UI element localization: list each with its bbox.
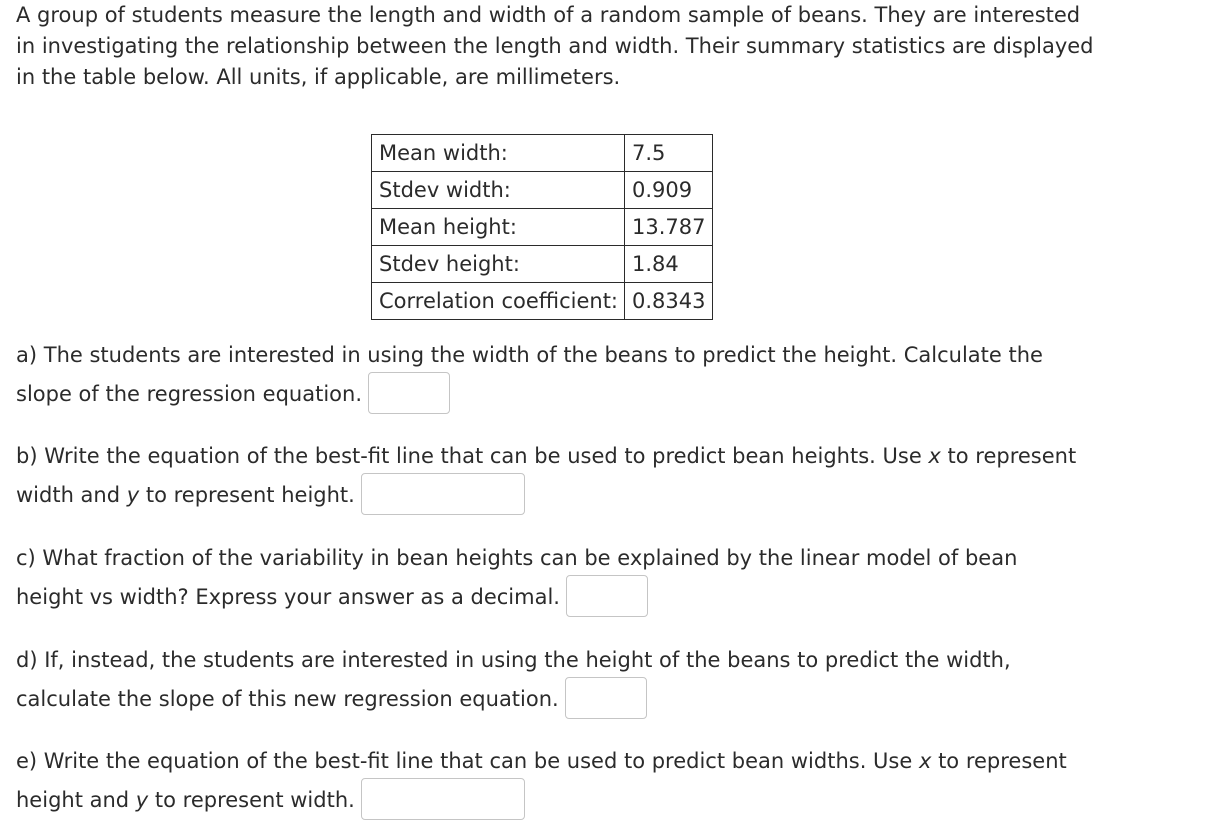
- table-row: [372, 209, 713, 246]
- stat-label: Mean width:: [372, 135, 625, 172]
- question-e: [16, 742, 1116, 822]
- question-c-line2: height vs width? Express your answer as a decimal.: [16, 585, 560, 609]
- problem-intro: A group of students measure the length and width of a random sample of beans. They are interested in investigating the relationship between the length and width. Their summary statistics are displayed in the table below. All units, if applicable, are millimeters.: [16, 3, 1094, 89]
- question-a: [16, 336, 1116, 416]
- question-d-line1: d) If, instead, the students are interested in using the height of the beans to predict the width,: [16, 648, 1011, 672]
- stat-value: 1.84: [625, 246, 712, 283]
- var-y: y: [135, 788, 149, 812]
- var-y: y: [126, 483, 140, 507]
- var-x: x: [928, 444, 941, 468]
- question-e-text: to represent width.: [148, 788, 355, 812]
- question-c-line1: c) What fraction of the variability in bean heights can be explained by the linear model of bean: [16, 546, 1018, 570]
- answer-b-input[interactable]: [361, 473, 525, 515]
- stat-label: Stdev height:: [372, 246, 625, 283]
- question-e-text: e) Write the equation of the best-fit line that can be used to predict bean widths. Use: [16, 749, 919, 773]
- table-row: [372, 172, 713, 209]
- table-row: [372, 135, 713, 172]
- stat-label: Mean height:: [372, 209, 625, 246]
- question-d-line2: calculate the slope of this new regression equation.: [16, 687, 559, 711]
- table-row: [372, 283, 713, 320]
- answer-e-input[interactable]: [361, 778, 525, 820]
- stat-value: 0.8343: [625, 283, 712, 320]
- stat-label: Correlation coefficient:: [372, 283, 625, 320]
- stat-value: 0.909: [625, 172, 712, 209]
- question-b-text: b) Write the equation of the best-fit line that can be used to predict bean heights. Use: [16, 444, 929, 468]
- answer-d-input[interactable]: [565, 677, 647, 719]
- stat-value: 7.5: [625, 135, 712, 172]
- question-e-text: to represent: [931, 749, 1067, 773]
- answer-c-input[interactable]: [566, 575, 648, 617]
- stat-label: Stdev width:: [372, 172, 625, 209]
- question-c: [16, 539, 1116, 619]
- question-a-line1: a) The students are interested in using the width of the beans to predict the height. Calculate the: [16, 343, 1043, 367]
- question-b-text: to represent: [940, 444, 1077, 468]
- summary-statistics-table: [371, 134, 713, 320]
- question-e-text: height and: [16, 788, 136, 812]
- question-b-text: width and: [16, 483, 127, 507]
- question-a-line2: slope of the regression equation.: [16, 382, 362, 406]
- answer-a-input[interactable]: [368, 372, 450, 414]
- var-x: x: [918, 749, 932, 773]
- question-b: [16, 437, 1116, 517]
- question-d: [16, 641, 1116, 721]
- question-b-text: to represent height.: [139, 483, 355, 507]
- table-row: [372, 246, 713, 283]
- stat-value: 13.787: [625, 209, 712, 246]
